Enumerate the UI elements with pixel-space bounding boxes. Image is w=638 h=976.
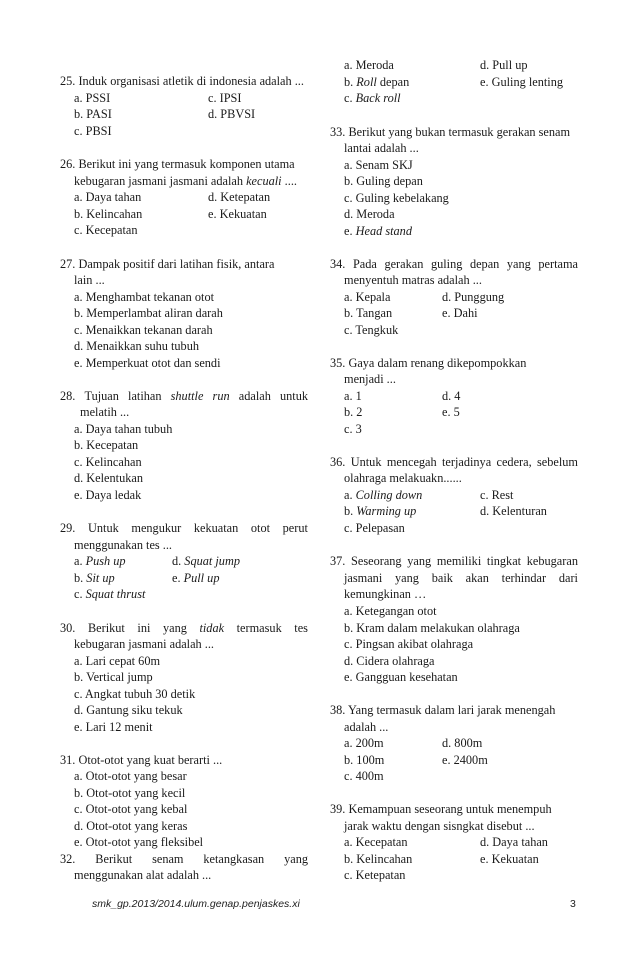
option-a: a. 1 xyxy=(344,389,362,403)
question-29-row-1 xyxy=(74,553,310,569)
option-d: d. Kelentukan xyxy=(74,471,143,485)
option-a: a. Kepala xyxy=(344,290,391,304)
option-b: b. Kecepatan xyxy=(74,438,139,452)
option-b: b. Guling depan xyxy=(344,174,423,188)
option-d: d. Gantung siku tekuk xyxy=(74,703,183,717)
page-footer: smk_gp.2013/2014.ulum.genap.penjaskes.xi xyxy=(92,898,300,910)
option-c: c. 400m xyxy=(344,769,384,783)
option-d: d. Cidera olahraga xyxy=(344,654,435,668)
option-a: a. PSSI xyxy=(74,91,111,105)
option-b: b. 2 xyxy=(344,405,363,419)
question-39-row-2 xyxy=(344,851,580,867)
question-37-stem: 37. Seseorang yang memiliki tingkat kebugaran xyxy=(330,554,578,568)
question-39-stem-cont: jarak waktu dengan sisngkat disebut ... xyxy=(344,819,535,833)
option-b: b. Kelincahan xyxy=(344,852,413,866)
question-39-stem: 39. Kemampuan seseorang untuk menempuh xyxy=(330,802,552,816)
question-26-row-2 xyxy=(74,206,310,222)
question-28-stem-cont: melatih ... xyxy=(80,405,130,419)
option-b: b. Vertical jump xyxy=(74,670,153,684)
option-b: b. Kram dalam melakukan olahraga xyxy=(344,621,520,635)
question-26-stem: 26. Berikut ini yang termasuk komponen utama xyxy=(60,157,295,171)
option-a: a. Push up xyxy=(74,554,126,568)
option-b: b. PASI xyxy=(74,107,112,121)
question-32-stem-cont: menggunakan alat adalah ... xyxy=(74,868,212,882)
question-33-stem-cont: lantai adalah ... xyxy=(344,141,419,155)
question-34-row-2 xyxy=(344,305,580,321)
option-b: b. 100m xyxy=(344,753,385,767)
option-a: a. Menghambat tekanan otot xyxy=(74,290,215,304)
option-e: e. Lari 12 menit xyxy=(74,720,153,734)
question-36-row-1 xyxy=(344,487,580,503)
option-c: c. Pelepasan xyxy=(344,521,405,535)
option-c: c. Otot-otot yang kebal xyxy=(74,802,188,816)
question-32-row-1 xyxy=(344,57,580,73)
option-c: c. Kelincahan xyxy=(74,455,142,469)
question-36-row-2 xyxy=(344,503,580,519)
option-e: e. Daya ledak xyxy=(74,488,142,502)
option-c: c. IPSI xyxy=(208,91,242,105)
option-e: e. 5 xyxy=(442,405,460,419)
option-c: c. Pingsan akibat olahraga xyxy=(344,637,474,651)
question-25-stem: 25. Induk organisasi atletik di indonesia adalah ... xyxy=(60,74,304,88)
question-25-row-1 xyxy=(74,90,310,106)
option-e: e. Memperkuat otot dan sendi xyxy=(74,356,221,370)
question-36-stem-cont: olahraga melakuakn...... xyxy=(344,471,462,485)
option-a: a. Ketegangan otot xyxy=(344,604,437,618)
question-37-stem-line-2: jasmani yang baik akan terhindar dari xyxy=(344,571,578,585)
option-b: b. Warming up xyxy=(344,504,417,518)
option-a: a. Kecepatan xyxy=(344,835,408,849)
option-b: b. Kelincahan xyxy=(74,207,143,221)
question-26-stem-cont: kebugaran jasmani jasmani adalah kecuali .... xyxy=(74,174,297,188)
option-e: e. Head stand xyxy=(344,224,412,238)
option-c: c. Angkat tubuh 30 detik xyxy=(74,687,196,701)
option-c: c. PBSI xyxy=(74,124,112,138)
option-d: d. Otot-otot yang keras xyxy=(74,819,188,833)
question-35-row-2 xyxy=(344,404,580,420)
option-b: b. Otot-otot yang kecil xyxy=(74,786,186,800)
question-37-stem-cont: kemungkinan … xyxy=(344,587,427,601)
question-33-stem: 33. Berikut yang bukan termasuk gerakan senam xyxy=(330,125,571,139)
question-32-row-2 xyxy=(344,74,580,90)
option-c: c. 3 xyxy=(344,422,362,436)
question-34-stem-cont: menyentuh matras adalah ... xyxy=(344,273,482,287)
question-32-stem: 32. Berikut senam ketangkasan yang xyxy=(60,852,308,866)
question-38-stem-cont: adalah ... xyxy=(344,720,389,734)
question-27-stem-cont: lain ... xyxy=(74,273,105,287)
question-30-stem: 30. Berikut ini yang tidak termasuk tes xyxy=(60,621,308,635)
question-38-row-1 xyxy=(344,735,580,751)
option-b: b. Roll depan xyxy=(344,75,410,89)
option-c: c. Kecepatan xyxy=(74,223,138,237)
option-e: e. Kekuatan xyxy=(480,852,539,866)
option-d: d. Menaikkan suhu tubuh xyxy=(74,339,200,353)
question-29-stem-cont: menggunakan tes ... xyxy=(74,538,173,552)
question-29-stem: 29. Untuk mengukur kekuatan otot perut xyxy=(60,521,308,535)
question-29-row-2 xyxy=(74,570,310,586)
question-38-row-2 xyxy=(344,752,580,768)
option-e: e. Dahi xyxy=(442,306,478,320)
page-number: 3 xyxy=(570,898,576,910)
question-36-stem: 36. Untuk mencegah terjadinya cedera, sebelum xyxy=(330,455,578,469)
option-b: b. Memperlambat aliran darah xyxy=(74,306,223,320)
question-35-stem-cont: menjadi ... xyxy=(344,372,396,386)
question-25-row-2 xyxy=(74,106,310,122)
question-35-row-1 xyxy=(344,388,580,404)
option-c: c. Menaikkan tekanan darah xyxy=(74,323,213,337)
option-e: e. Otot-otot yang fleksibel xyxy=(74,835,204,849)
question-34-stem: 34. Pada gerakan guling depan yang pertama xyxy=(330,257,578,271)
question-30-stem-cont: kebugaran jasmani adalah ... xyxy=(74,637,214,651)
question-34-row-1 xyxy=(344,289,580,305)
question-39-row-1 xyxy=(344,834,580,850)
option-e: e. Pull up xyxy=(172,571,220,585)
option-d: d. Pull up xyxy=(480,58,528,72)
option-c: c. Ketepatan xyxy=(344,868,406,882)
option-a: a. Senam SKJ xyxy=(344,158,413,172)
option-d: d. Punggung xyxy=(442,290,505,304)
question-26-row-1 xyxy=(74,189,310,205)
option-e: e. Guling lenting xyxy=(480,75,563,89)
question-28-stem: 28. Tujuan latihan shuttle run adalah untuk xyxy=(60,389,308,403)
option-d: d. Daya tahan xyxy=(480,835,548,849)
option-d: d. Kelenturan xyxy=(480,504,547,518)
option-a: a. Lari cepat 60m xyxy=(74,654,161,668)
option-c: c. Tengkuk xyxy=(344,323,399,337)
option-b: b. Sit up xyxy=(74,571,115,585)
option-c: c. Squat thrust xyxy=(74,587,146,601)
option-c: c. Guling kebelakang xyxy=(344,191,449,205)
option-a: a. Colling down xyxy=(344,488,423,502)
question-35-stem: 35. Gaya dalam renang dikepompokkan xyxy=(330,356,527,370)
option-d: d. Meroda xyxy=(344,207,395,221)
option-d: d. Ketepatan xyxy=(208,190,271,204)
option-a: a. Meroda xyxy=(344,58,394,72)
option-a: a. Otot-otot yang besar xyxy=(74,769,187,783)
option-a: a. Daya tahan xyxy=(74,190,142,204)
option-e: e. 2400m xyxy=(442,753,488,767)
option-c: c. Back roll xyxy=(344,91,401,105)
question-27-stem: 27. Dampak positif dari latihan fisik, antara xyxy=(60,257,275,271)
option-b: b. Tangan xyxy=(344,306,393,320)
question-31-stem: 31. Otot-otot yang kuat berarti ... xyxy=(60,753,223,767)
option-d: d. PBVSI xyxy=(208,107,256,121)
option-d: d. 4 xyxy=(442,389,461,403)
option-c: c. Rest xyxy=(480,488,514,502)
question-38-stem: 38. Yang termasuk dalam lari jarak menengah xyxy=(330,703,556,717)
option-a: a. 200m xyxy=(344,736,384,750)
option-d: d. Squat jump xyxy=(172,554,240,568)
option-d: d. 800m xyxy=(442,736,483,750)
option-a: a. Daya tahan tubuh xyxy=(74,422,173,436)
option-e: e. Gangguan kesehatan xyxy=(344,670,458,684)
option-e: e. Kekuatan xyxy=(208,207,267,221)
